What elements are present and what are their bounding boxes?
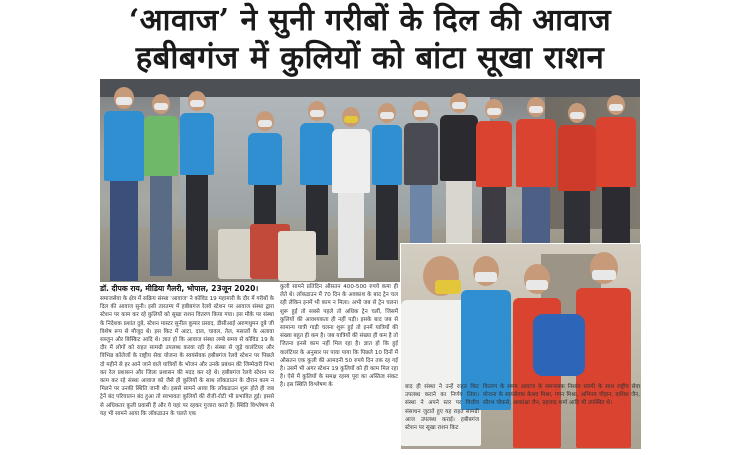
headline-line-2: हबीबगंज में कुलियों को बांटा सूखा राशन xyxy=(135,40,605,76)
article-column-middle: कुली सामने प्रतिदिन औसतन 400-500 रुपये कमा ही लेते थे। लॉकडाउन में 70 दिन के अवकाश के बाद ट्रेन चल रही लेकिन इनमें भी काम न मिला। अभी जब से ट्रेन चलना शुरू हुई तो सबसे पहले तो अधिक ट्रेन चलीं, जिसमें कुलियों की आवश्यकता ही नहीं पड़ी। इसके बाद जब से सामान्य यात्री गाड़ी चलना शुरू हुई तो इनमें यात्रियों की संख्या बहुत ही कम है। जब यात्रियों की संख्या ही कम है तो जितना इनसे काम नहीं मिल रहा है। ज्ञात हो कि हुई वालंटियर के अनुसार पर पाया पाया कि पिछले 10 दिनों में औसतन एक कुली की आमदनी 50 रुपये दिन तक रह गई है। उसमें भी अगर स्टेशन 19 कुलियों को ही काम मिल रहा है। ऐसे में कुलियों के समक्ष रहस्य पूरा का अस्तित्व संकट है। इस स्थिति विश्लेषण के xyxy=(280,284,398,389)
article-column-right: वितरण के समय आवाज के समन्वयक निशांत स्वामी के साथ राष्ट्रीय सेवा योजना के स्वयंसेवक केशव मिश्रा, गगन मिश्रा, अभिनव चौहान, कशिश जैन, सौरभ चौकसे, आकांक्षा जैन, प्रहलाद शर्मा आदि भी उपस्थित थे। xyxy=(483,384,640,407)
person-volunteer xyxy=(372,103,402,263)
article-column-left: समाजसेवा के क्षेत्र में सक्रिय संस्था 'आवाज' ने कोविड 19 महामारी के दौर में गरीबों के दिल की आवाज सुनी। इसी तारतम्य में हबीबगंज रेलवे स्टेशन पर आवाज संस्था द्वारा स्टेशन पर काम कर रहे कुलियों को सूखा राशन वितरण किया गया। इस मौके पर संस्था के निदेशक प्रशांत दुबे, स्टेशन मास्टर सुनील कुमार प्रसाद, डीसीआई अरुणधुमन दुबे जी विशेष रूप से मौजूद थे। इस किट में आटा, दाल, चावल, तेल, मसालों के अलावा सब्जुन और बिस्किट आदि थे। ज्ञात हो कि आवाज संस्था लम्बे समय से कोविड 19 के दौर में लोगों को राहत सामग्री उपलब्ध करवा रही है। संस्था से जुड़े वालंटियर और विभिन्न कॉलेजों के राष्ट्रीय सेवा योजना के स्वयंसेवक हबीबगंज रेलवे स्टेशन पर पिछले दो महीने से हर आने जाने वाले यात्रियों के भोजन और उनके प्रबंधन की जिम्मेदारी निभा कर रेल प्रशासन और जिला प्रशासन की मदद कर रहे थे। हबीबगंज रेलवे स्टेशन पर काम कर रहे संस्था आवाज को जैसे ही कुलियों के साथ लॉकडाउन के दौरान काम न मिलने पर उनकी स्थिति जानी थी। इससे सामने आया कि लॉकडाउन शुरू होते ही जब ट्रेनें बंद परिचालन बंद हुआ तो स्वभावतः कुलियों की रोजी-रोटी भी प्रभावित हुई। इससे से अधिकतर कुली प्रवासी हैं और ये यहां पर रहकर गुजारा करते हैं। स्थिति विश्लेषण से यह भी सामने आया कि लॉकडाउन के चलते एक xyxy=(100,296,274,417)
person-volunteer xyxy=(104,87,144,282)
article-column-middle-continued: बाद ही संस्था ने उन्हें राहत किट उपलब्ध कराने का निर्णय लिया। संस्था ने अपने स्तर पर वित्तीय संसाधन जुटाते हुए यह राहत सामग्री आज उपलब्ध कराई। हबीबगंज स्टेशन पर सूखा राशन किट xyxy=(405,384,479,432)
person-volunteer xyxy=(144,94,178,279)
person-volunteer xyxy=(180,91,214,276)
person-volunteer xyxy=(440,93,478,268)
ration-bag xyxy=(278,231,316,281)
person-in-white xyxy=(332,107,370,282)
person-volunteer xyxy=(404,101,438,266)
headline-line-1: ‘आवाज’ ने सुनी गरीबों के दिल की आवाज xyxy=(128,3,612,38)
byline: डॉ. दीपक राय, मीडिया गैलरी, भोपाल, 23जून 2020। xyxy=(100,284,259,293)
ration-bag xyxy=(533,314,585,376)
